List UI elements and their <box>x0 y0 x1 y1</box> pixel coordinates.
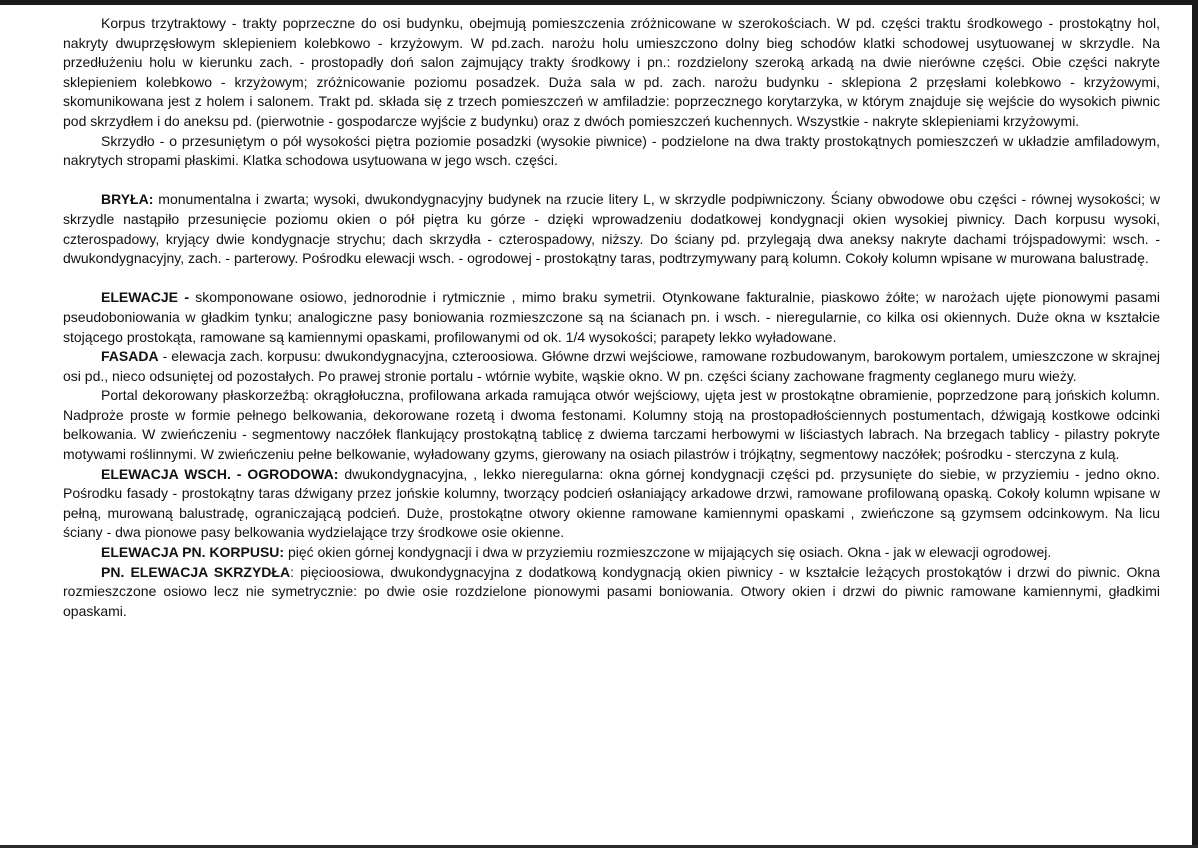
document-body <box>63 14 1160 621</box>
paragraph-skrzydlo <box>63 132 1160 171</box>
paragraph-portal <box>63 386 1160 464</box>
scan-edge-right <box>1192 0 1198 848</box>
paragraph-text: Korpus trzytraktowy - trakty poprzeczne do osi budynku, obejmują pomieszczenia zróżnicowane w szerokościach. W pd. części traktu środkowego - prostokątny hol, nakryty dwuprzęsłowym sklepieniem kolebkowo - krzyżowym. W pd.zach. narożu holu umieszczono dolny bieg schodów klatki schodowej usytuowanej w skrzydle. Na przedłużeniu holu w kierunku zach. - prostopadły doń salon zajmujący trakty środkowy i pn.: rozdzielony szeroką arkadą na dwie nierówne części. Obie części nakryte sklepieniem kolebkowo - krzyżowym; zróżnicowanie poziomu posadzek. Duża sala w pd. zach. narożu budynku - sklepiona 2 przęsłami kolebkowo - krzyżowymi, skomunikowana jest z holem i salonem. Trakt pd. składa się z trzech pomieszczeń w amfiladzie: poprzecznego korytarzyka, w którym znajduje się wejście do wysokich piwnic pod skrzydłem i do aneksu pd. (pierwotnie - gospodarcze wyjście z budynku) oraz z dwóch pomieszczeń kuchennych. Wszystkie - nakryte sklepieniami krzyżowymi. <box>63 15 1160 129</box>
section-heading: ELEWACJA WSCH. - OGRODOWA: <box>101 465 339 482</box>
paragraph-elewacje <box>63 288 1160 347</box>
section-heading: ELEWACJA PN. KORPUSU: <box>101 544 285 561</box>
paragraph-fasada <box>63 347 1160 386</box>
section-heading: ELEWACJE - <box>101 289 189 306</box>
paragraph-pn-elewacja-skrzydla <box>63 563 1160 622</box>
paragraph-text: dwukondygnacyjna, , lekko nieregularna: okna górnej kondygnacji części pd. przysunięte do siebie, w przyziemiu - jedno okno. Pośrodku fasady - prostokątny taras dźwigany przez jońskie kolumny, tworzący podcień osłaniający arkadowe drzwi, ramowane profilowaną opaską. Cokoły kolumn wpisane w pełną, murowaną balustradę, ograniczającą podcień. Duże, prostokątne otwory okienne ramowane kamiennymi opaskami , zwieńczone są gzymsem odcinkowym. Na licu ściany - dwa pionowe pasy belkowania wydzielające trzy środkowe osie okienne. <box>63 465 1160 541</box>
paragraph-korpus <box>63 14 1160 132</box>
paragraph-elewacja-pn-korpusu <box>63 543 1160 563</box>
paragraph-text: skomponowane osiowo, jednorodnie i rytmicznie , mimo braku symetrii. Otynkowane fakturalnie, piaskowo żółte; w narożach ujęte pionowymi pasami pseudoboniowania w gładkim tynku; analogiczne pasy boniowania rozmieszczone są na ścianach pn. i wsch. - nieregularnie, co kilka osi okiennych. Duże okna w kształcie stojącego prostokąta, ramowane są kamiennymi opaskami, profilowanymi od ok. 1/4 wysokości; parapety lekko wyładowane. <box>63 289 1160 345</box>
paragraph-text: monumentalna i zwarta; wysoki, dwukondygnacyjny budynek na rzucie litery L, w skrzydle podpiwniczony. Ściany obwodowe obu części - równej wysokości; w skrzydle nastąpiło przesunięcie poziomu okien o pół piętra ku górze - dzięki wprowadzeniu dodatkowej kondygnacji okien wysokiej piwnicy. Dach korpusu wysoki, czterospadowy, kryjący dwie kondygnacje strychu; dach skrzydła - czterospadowy, niższy. Do ściany pd. przylegają dwa aneksy nakryte dachami trójspadowymi: wsch. - dwukondygnacyjny, zach. - parterowy. Pośrodku elewacji wsch. - ogrodowej - prostokątny taras, podtrzymywany parą kolumn. Cokoły kolumn wpisane w murowana balustradę. <box>63 191 1160 267</box>
paragraph-elewacja-wsch <box>63 465 1160 543</box>
section-heading: PN. ELEWACJA SKRZYDŁA <box>101 563 291 580</box>
scan-edge-top <box>0 0 1198 5</box>
paragraph-bryla <box>63 190 1160 268</box>
paragraph-text: - elewacja zach. korpusu: dwukondygnacyjna, czteroosiowa. Główne drzwi wejściowe, ramowane rozbudowanym, barokowym portalem, umieszczone w skrajnej osi pd., nieco odsuniętej od pozostałych. Po prawej stronie portalu - wtórnie wybite, wąskie okno. W pn. części ściany zachowane fragmenty ceglanego muru wieży. <box>63 348 1160 384</box>
paragraph-text: pięć okien górnej kondygnacji i dwa w przyziemiu rozmieszczone w mijających się osiach. Okna - jak w elewacji ogrodowej. <box>284 544 1052 561</box>
section-heading: FASADA <box>101 348 159 365</box>
paragraph-text: Portal dekorowany płaskorzeźbą: okrągłołuczna, profilowana arkada ramująca otwór wejściowy, ujęta jest w prostokątne obramienie, poprzedzone parą jońskich kolumn. Nadproże proste w formie pełnego belkowania, dekorowane rozetą i dwoma festonami. Kolumny stoją na prostopadłościennych postumentach, dźwigają kostkowe odcinki belkowania. W zwieńczeniu - segmentowy naczółek flankujący prostokątną tablicę z dwiema tarczami herbowymi w liściastych labrach. Na brzegach tablicy - pilastry pokryte motywami roślinnymi. W zwieńczeniu pełne belkowanie, wyładowany gzyms, gierowany na osiach pilastrów i trójkątny, segmentowy naczółek; pośrodku - sterczyna z kulą. <box>63 387 1160 463</box>
paragraph-text: Skrzydło - o przesuniętym o pół wysokości piętra poziomie posadzki (wysokie piwnice) - podzielone na dwa trakty prostokątnych pomieszczeń w układzie amfiladowym, nakrytych stropami płaskimi. Klatka schodowa usytuowana w jego wsch. części. <box>63 132 1160 169</box>
paragraph-text: : pięcioosiowa, dwukondygnacyjna z dodatkową kondygnacją okien piwnicy - w kształcie leżących prostokątów i drzwi do piwnic. Okna rozmieszczone osiowo lecz nie symetrycznie: po dwie osie rozdzielone pionowymi pasami boniowania. Otwory okien i drzwi do piwnic ramowane kamiennymi, gładkimi opaskami. <box>63 563 1161 619</box>
section-heading: BRYŁA: <box>101 191 154 208</box>
